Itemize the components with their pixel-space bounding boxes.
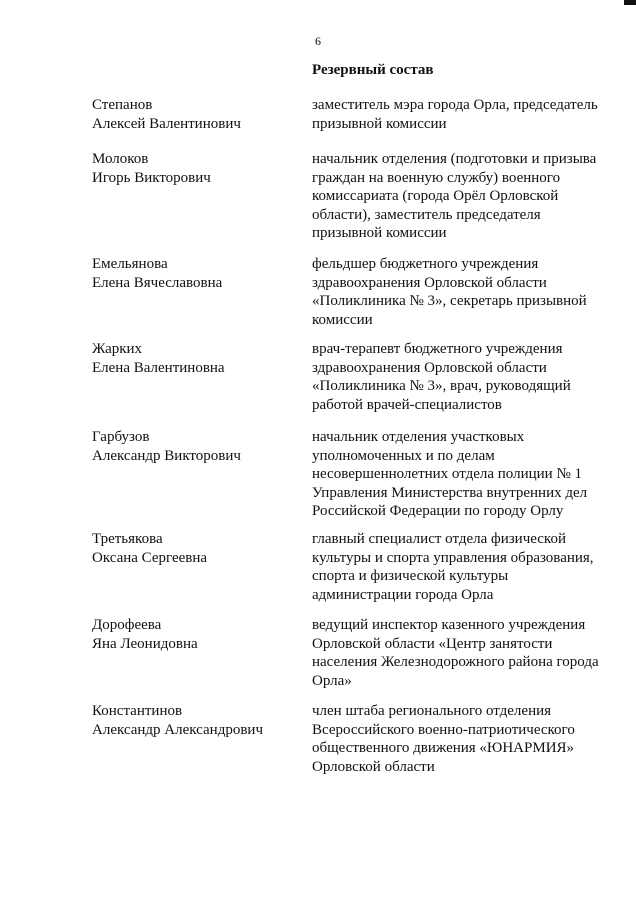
member-role-line: призывной комиссии bbox=[312, 115, 447, 132]
member-role bbox=[312, 255, 622, 329]
member-given-names: Елена Вячеславовна bbox=[92, 274, 223, 291]
member-name bbox=[92, 428, 302, 465]
member-role bbox=[312, 340, 622, 414]
member-role-line: администрации города Орла bbox=[312, 586, 494, 603]
member-name bbox=[92, 702, 302, 739]
member-given-names: Елена Валентиновна bbox=[92, 359, 225, 376]
member-given-names: Александр Викторович bbox=[92, 447, 241, 464]
member-role bbox=[312, 96, 622, 133]
member-name bbox=[92, 150, 302, 187]
member-role-line: Всероссийского военно-патриотического bbox=[312, 721, 575, 738]
member-name bbox=[92, 96, 302, 133]
member-surname: Жарких bbox=[92, 341, 143, 357]
member-role-line: фельдшер бюджетного учреждения bbox=[312, 256, 539, 272]
member-role-line: общественного движения «ЮНАРМИЯ» bbox=[312, 740, 575, 756]
member-role bbox=[312, 530, 622, 604]
member-surname: Константинов bbox=[92, 703, 183, 719]
member-role-line: «Поликлиника № 3», врач, руководящий bbox=[312, 378, 571, 394]
member-surname: Гарбузов bbox=[92, 429, 150, 445]
section-title: Резервный состав bbox=[312, 62, 434, 78]
member-surname: Дорофеева bbox=[92, 617, 162, 633]
member-role-line: член штаба регионального отделения bbox=[312, 703, 552, 719]
member-role-line: несовершеннолетних отдела полиции № 1 bbox=[312, 466, 583, 482]
member-role-line: врач-терапевт бюджетного учреждения bbox=[312, 341, 563, 357]
member-surname: Молоков bbox=[92, 151, 149, 167]
member-role-line: начальник отделения (подготовки и призыва bbox=[312, 151, 597, 167]
member-surname: Емельянова bbox=[92, 256, 168, 272]
member-role-line: населения Железнодорожного района города bbox=[312, 654, 599, 670]
member-given-names: Александр Александрович bbox=[92, 721, 263, 738]
member-role bbox=[312, 150, 622, 243]
member-role-line: заместитель мэра города Орла, председатель bbox=[312, 97, 598, 113]
member-role-line: комиссии bbox=[312, 311, 373, 328]
member-role-line: области), заместитель председателя bbox=[312, 206, 541, 223]
member-role-line: Управления Министерства внутренних дел bbox=[312, 484, 588, 501]
member-role-line: Орловской области «Центр занятости bbox=[312, 635, 553, 652]
member-role-line: уполномоченных и по делам bbox=[312, 447, 495, 464]
member-given-names: Алексей Валентинович bbox=[92, 115, 241, 132]
member-role-line: спорта и физической культуры bbox=[312, 568, 509, 584]
member-name bbox=[92, 616, 302, 653]
member-role-line: Орловской области bbox=[312, 758, 435, 775]
member-role-line: «Поликлиника № 3», секретарь призывной bbox=[312, 293, 587, 309]
member-role-line: граждан на военную службу) военного bbox=[312, 169, 561, 186]
member-role bbox=[312, 428, 622, 521]
member-surname: Третьякова bbox=[92, 531, 163, 547]
member-name bbox=[92, 255, 302, 292]
scan-corner-mark bbox=[624, 0, 636, 5]
member-role-line: культуры и спорта управления образования, bbox=[312, 549, 594, 566]
member-name bbox=[92, 340, 302, 377]
member-role bbox=[312, 616, 622, 690]
member-role-line: здравоохранения Орловской области bbox=[312, 274, 547, 291]
member-given-names: Яна Леонидовна bbox=[92, 635, 198, 652]
member-role-line: призывной комиссии bbox=[312, 225, 447, 241]
page-number: 6 bbox=[315, 34, 321, 48]
member-given-names: Игорь Викторович bbox=[92, 169, 211, 186]
member-role-line: ведущий инспектор казенного учреждения bbox=[312, 617, 586, 633]
member-role-line: комиссариата (города Орёл Орловской bbox=[312, 188, 559, 204]
member-role bbox=[312, 702, 622, 776]
member-role-line: здравоохранения Орловской области bbox=[312, 359, 547, 376]
member-given-names: Оксана Сергеевна bbox=[92, 549, 208, 566]
member-name bbox=[92, 530, 302, 567]
member-role-line: Орла» bbox=[312, 672, 352, 689]
member-role-line: начальник отделения участковых bbox=[312, 429, 525, 445]
member-role-line: работой врачей-специалистов bbox=[312, 396, 502, 413]
member-role-line: главный специалист отдела физической bbox=[312, 531, 566, 547]
member-surname: Степанов bbox=[92, 97, 153, 113]
member-role-line: Российской Федерации по городу Орлу bbox=[312, 503, 564, 519]
